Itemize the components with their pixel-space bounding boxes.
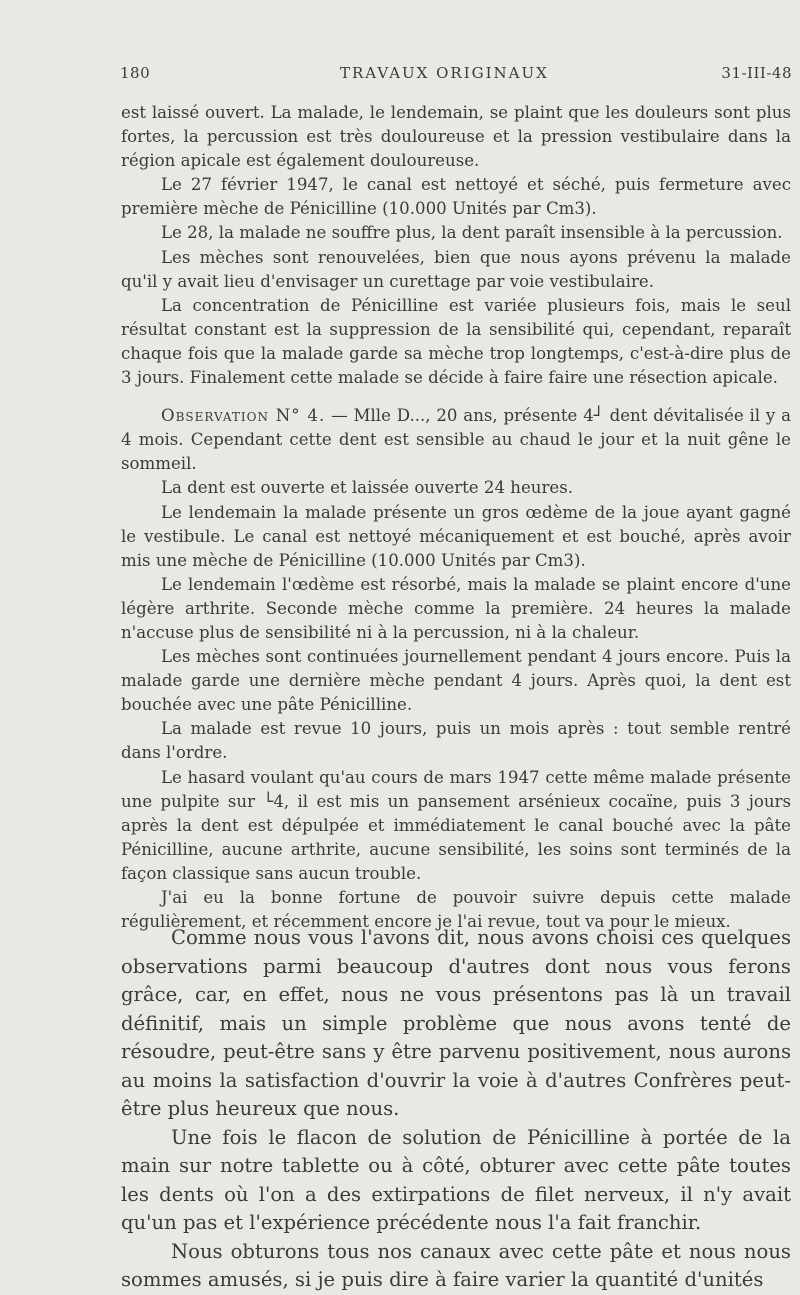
paragraph: est laissé ouvert. La malade, le lendemain, se plaint que les douleurs sont plus fortes, la percussion est très douloureuse et la pression vestibulaire dans la région apicale est également douloureuse. [121,103,791,171]
paragraph: La malade est revue 10 jours, puis un mois après : tout semble rentré dans l'ordre. [121,719,791,763]
large-paragraph: Comme nous vous l'avons dit, nous avons choisi ces quelques observations parmi beaucoup d'autres dont nous vous ferons grâce, car, en effet, nous ne vous présentons pas là un travail définitif, mais un simple problème que nous avons tenté de résoudre, peut-être sans y être parvenu positivement, nous aurons au moins la satisfaction d'ouvrir la voie à d'autres Confrères peut-être plus heureux que nous. [121,926,791,1120]
paragraph: Les mèches sont renouvelées, bien que nous ayons prévenu la malade qu'il y avait lieu d'envisager un curettage par voie vestibulaire. [121,247,791,291]
running-title: TRAVAUX ORIGINAUX [340,64,549,82]
large-text-section [121,924,791,1295]
paragraph: J'ai eu la bonne fortune de pouvoir suivre depuis cette malade régulièrement, et récemment encore je l'ai revue, tout va pour le mieux. [121,888,791,932]
observation-label: Observation N° 4. [161,406,326,426]
paragraph: Le lendemain l'œdème est résorbé, mais la malade se plaint encore d'une légère arthrite. Seconde mèche comme la première. 24 heures la malade n'accuse plus de sensibilité ni à la percussion, ni à la chaleur. [121,574,791,642]
large-paragraph: Nous obturons tous nos canaux avec cette pâte et nous nous sommes amusés, si je puis dire à faire varier la quantité d'unités [121,1239,791,1291]
large-paragraph: Une fois le flacon de solution de Pénicilline à portée de la main sur notre tablette ou à côté, obturer avec cette pâte toutes les dents où l'on a des extirpations de filet nerveux, il n'y avait qu'un pas et l'expérience précédente nous l'a fait franchir. [121,1125,791,1234]
paragraph: Le 28, la malade ne souffre plus, la dent paraît insensible à la percussion. [161,223,783,243]
page-number: 180 [120,64,151,82]
page-header [120,64,792,88]
observation-paragraph [121,404,791,476]
paragraph: Le 27 février 1947, le canal est nettoyé et séché, puis fermeture avec première mèche de Pénicilline (10.000 Unités par Cm3). [121,175,791,219]
issue-date: 31-III-48 [721,64,792,82]
paragraph: Le hasard voulant qu'au cours de mars 1947 cette même malade présente une pulpite sur └4, il est mis un pansement arsénieux cocaïne, puis 3 jours après la dent est dépulpée et immédiatement le canal bouché avec la pâte Pénicilline, aucune arthrite, aucune sensibilité, les soins sont terminés de la façon classique sans aucun trouble. [121,767,791,883]
observation-text: — Mlle D..., 20 ans, présente 4┘ dent dévitalisée il y a 4 mois. Cependant cette dent est sensible au chaud le jour et la nuit gêne le sommeil. [121,406,791,474]
paragraph: La concentration de Pénicilline est variée plusieurs fois, mais le seul résultat constant est la suppression de la sensibilité qui, cependant, reparaît chaque fois que la malade garde sa mèche trop longtemps, c'est-à-dire plus de 3 jours. Finalement cette malade se décide à faire faire une résection apicale. [121,295,791,388]
paragraph: La dent est ouverte et laissée ouverte 24 heures. [161,478,574,498]
paragraph: Le lendemain la malade présente un gros œdème de la joue ayant gagné le vestibule. Le canal est nettoyé mécaniquement et est bouché, après avoir mis une mèche de Pénicilline (10.000 Unités par Cm3). [121,502,791,570]
body-text [121,101,791,934]
paragraph: Les mèches sont continuées journellement pendant 4 jours encore. Puis la malade garde une dernière mèche pendant 4 jours. Après quoi, la dent est bouchée avec une pâte Pénicilline. [121,647,791,715]
